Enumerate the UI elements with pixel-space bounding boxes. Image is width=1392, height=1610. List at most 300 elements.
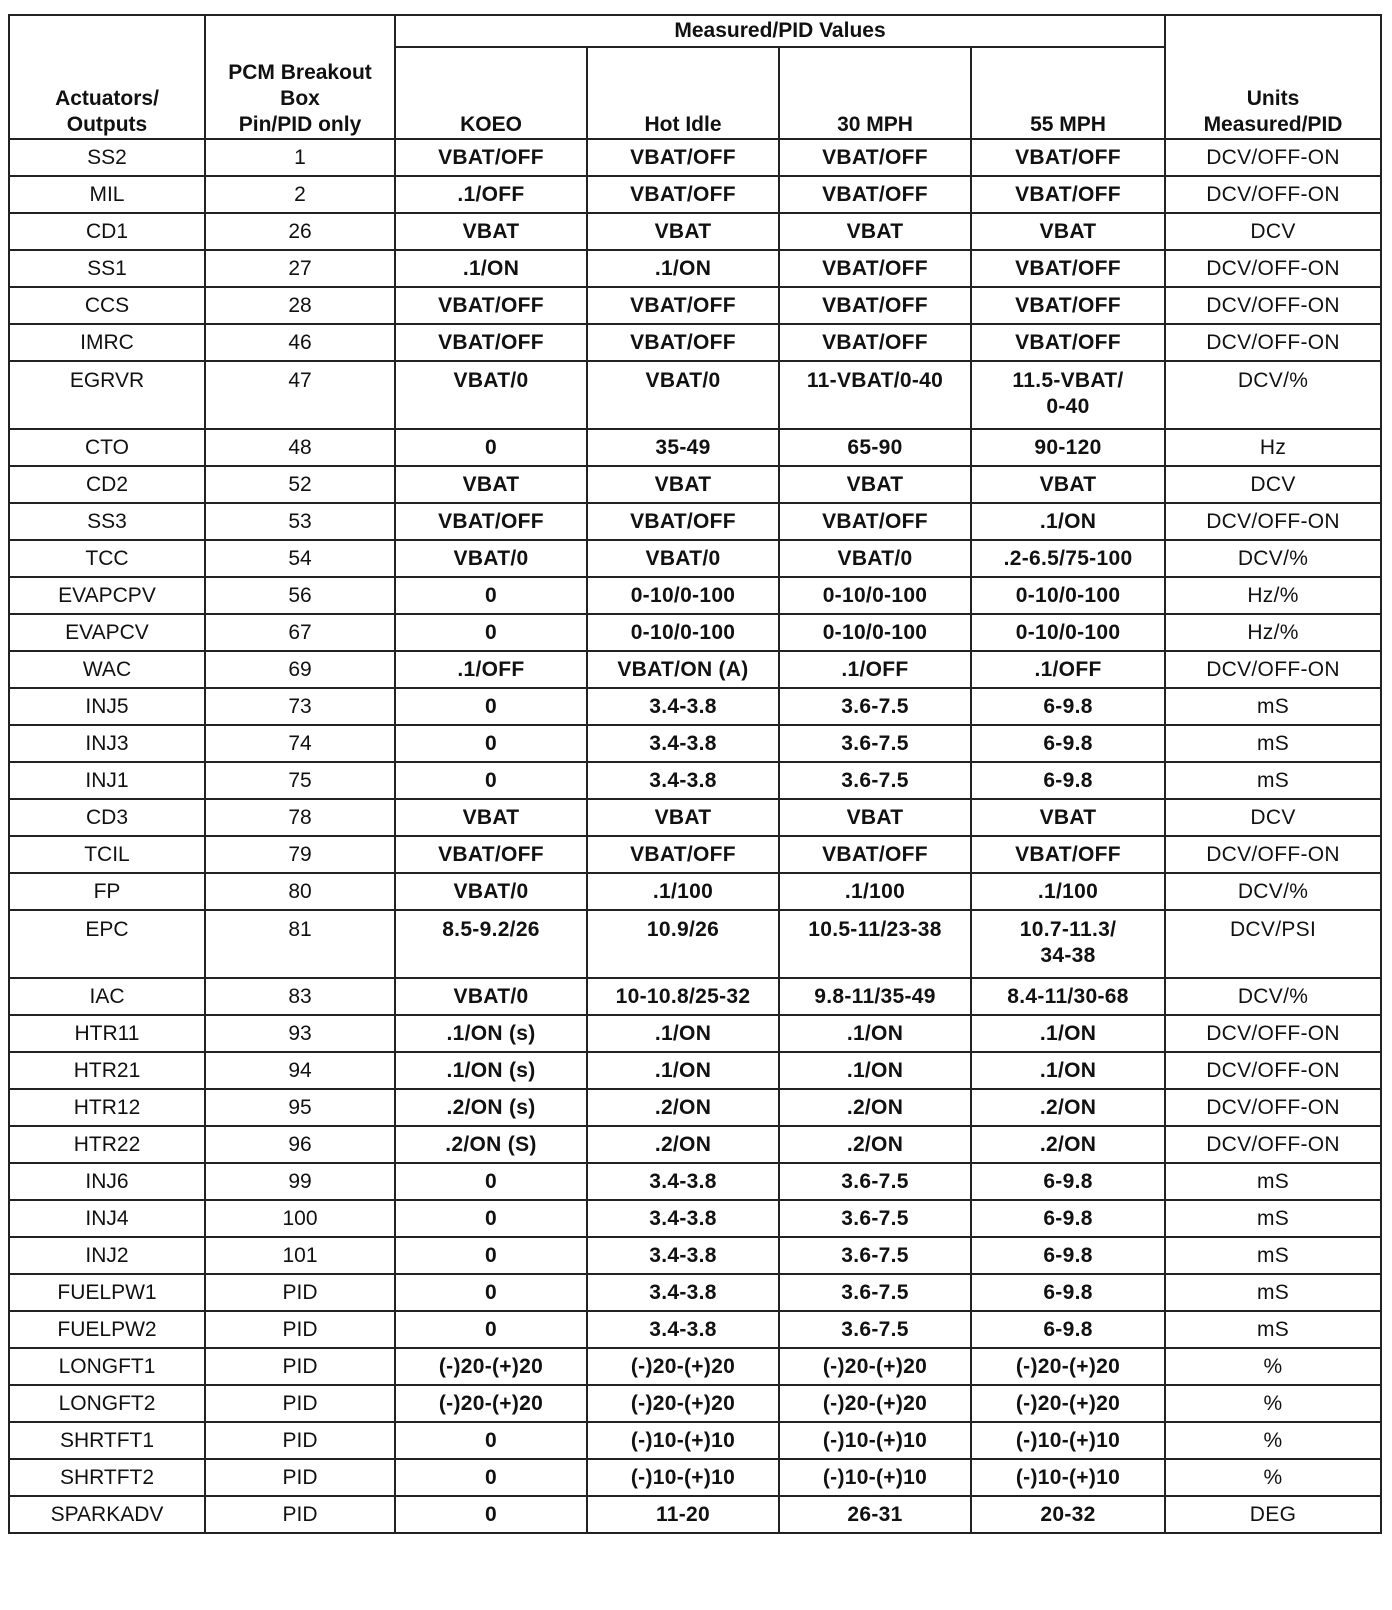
cell-koeo: VBAT: [395, 466, 587, 503]
cell-pin: PID: [205, 1459, 395, 1496]
cell-30mph: 11-VBAT/0-40: [779, 361, 971, 429]
table-row: [9, 250, 1381, 287]
cell-koeo: 0: [395, 429, 587, 466]
cell-units: mS: [1165, 725, 1381, 762]
cell-30mph: 3.6-7.5: [779, 1274, 971, 1311]
cell-pin: 81: [205, 910, 395, 978]
cell-units: DCV/OFF-ON: [1165, 1126, 1381, 1163]
cell-hot-idle: 3.4-3.8: [587, 688, 779, 725]
cell-pin: 100: [205, 1200, 395, 1237]
cell-units: DCV/OFF-ON: [1165, 287, 1381, 324]
cell-pin: 69: [205, 651, 395, 688]
cell-hot-idle: 3.4-3.8: [587, 725, 779, 762]
cell-30mph: 3.6-7.5: [779, 1163, 971, 1200]
cell-55mph: 0-10/0-100: [971, 614, 1165, 651]
cell-hot-idle: .1/100: [587, 873, 779, 910]
cell-30mph: .2/ON: [779, 1089, 971, 1126]
table-row: [9, 1089, 1381, 1126]
cell-units: DCV/%: [1165, 361, 1381, 429]
cell-units: %: [1165, 1459, 1381, 1496]
cell-55mph: .2/ON: [971, 1089, 1165, 1126]
cell-55mph: 6-9.8: [971, 688, 1165, 725]
cell-30mph: VBAT/OFF: [779, 139, 971, 176]
cell-hot-idle: VBAT/OFF: [587, 176, 779, 213]
table-row: [9, 540, 1381, 577]
cell-pin: PID: [205, 1274, 395, 1311]
cell-pin: PID: [205, 1348, 395, 1385]
cell-30mph: VBAT/OFF: [779, 176, 971, 213]
cell-30mph: VBAT: [779, 213, 971, 250]
cell-pin: 75: [205, 762, 395, 799]
cell-30mph: VBAT/OFF: [779, 250, 971, 287]
cell-55mph: 6-9.8: [971, 1311, 1165, 1348]
table-row: [9, 361, 1381, 429]
cell-koeo: 0: [395, 1496, 587, 1533]
cell-30mph: 3.6-7.5: [779, 1237, 971, 1274]
table-row: [9, 1274, 1381, 1311]
cell-55mph: .1/ON: [971, 1052, 1165, 1089]
cell-30mph: 3.6-7.5: [779, 1200, 971, 1237]
cell-pin: 52: [205, 466, 395, 503]
header-actuators: [9, 15, 205, 139]
cell-hot-idle: 10.9/26: [587, 910, 779, 978]
cell-koeo: .2/ON (S): [395, 1126, 587, 1163]
cell-hot-idle: (-)10-(+)10: [587, 1422, 779, 1459]
cell-30mph: 3.6-7.5: [779, 1311, 971, 1348]
table-row: [9, 799, 1381, 836]
cell-actuator: IMRC: [9, 324, 205, 361]
cell-pin: 93: [205, 1015, 395, 1052]
cell-pin: PID: [205, 1311, 395, 1348]
cell-hot-idle: VBAT: [587, 213, 779, 250]
cell-hot-idle: 35-49: [587, 429, 779, 466]
cell-units: DCV/OFF-ON: [1165, 250, 1381, 287]
table-row: [9, 577, 1381, 614]
table-row: [9, 688, 1381, 725]
cell-actuator: INJ3: [9, 725, 205, 762]
cell-pin: 80: [205, 873, 395, 910]
table-row: [9, 1015, 1381, 1052]
cell-actuator: SPARKADV: [9, 1496, 205, 1533]
cell-units: mS: [1165, 1163, 1381, 1200]
cell-actuator: INJ6: [9, 1163, 205, 1200]
cell-actuator: MIL: [9, 176, 205, 213]
header-pin-line-1: PCM Breakout: [228, 61, 372, 84]
cell-30mph: (-)20-(+)20: [779, 1385, 971, 1422]
cell-55mph: (-)10-(+)10: [971, 1459, 1165, 1496]
cell-pin: 1: [205, 139, 395, 176]
cell-units: Hz: [1165, 429, 1381, 466]
cell-hot-idle: VBAT/OFF: [587, 836, 779, 873]
cell-55mph: VBAT: [971, 466, 1165, 503]
pid-table-container: [8, 14, 1380, 1534]
header-units-line-2: Measured/PID: [1203, 113, 1343, 136]
cell-units: DCV/OFF-ON: [1165, 176, 1381, 213]
table-row: [9, 139, 1381, 176]
table-row: [9, 324, 1381, 361]
cell-units: DCV/OFF-ON: [1165, 1015, 1381, 1052]
header-actuators-line-2: Outputs: [66, 113, 148, 136]
cell-koeo: 0: [395, 762, 587, 799]
table-row: [9, 503, 1381, 540]
cell-koeo: .1/OFF: [395, 651, 587, 688]
cell-55mph: .2/ON: [971, 1126, 1165, 1163]
header-30mph: 30 MPH: [779, 47, 971, 139]
cell-55mph: .1/ON: [971, 503, 1165, 540]
table-row: [9, 1311, 1381, 1348]
cell-pin: 56: [205, 577, 395, 614]
cell-actuator: FP: [9, 873, 205, 910]
cell-pin: 67: [205, 614, 395, 651]
cell-actuator: SHRTFT2: [9, 1459, 205, 1496]
cell-55mph: 6-9.8: [971, 1237, 1165, 1274]
cell-hot-idle: VBAT/0: [587, 361, 779, 429]
cell-units: Hz/%: [1165, 577, 1381, 614]
cell-koeo: VBAT/0: [395, 361, 587, 429]
cell-actuator: EPC: [9, 910, 205, 978]
cell-actuator: SS1: [9, 250, 205, 287]
cell-koeo: 0: [395, 614, 587, 651]
table-row: [9, 1496, 1381, 1533]
cell-units: mS: [1165, 1311, 1381, 1348]
cell-pin: 78: [205, 799, 395, 836]
cell-pin: 94: [205, 1052, 395, 1089]
cell-units: %: [1165, 1422, 1381, 1459]
header-55mph: 55 MPH: [971, 47, 1165, 139]
cell-55mph: (-)20-(+)20: [971, 1385, 1165, 1422]
cell-55mph: VBAT/OFF: [971, 287, 1165, 324]
table-row: [9, 725, 1381, 762]
cell-30mph: .1/ON: [779, 1015, 971, 1052]
cell-55mph: VBAT: [971, 799, 1165, 836]
cell-pin: 2: [205, 176, 395, 213]
cell-koeo: 0: [395, 1200, 587, 1237]
cell-55mph: 90-120: [971, 429, 1165, 466]
cell-hot-idle: 3.4-3.8: [587, 1237, 779, 1274]
cell-30mph: .1/OFF: [779, 651, 971, 688]
cell-actuator: TCIL: [9, 836, 205, 873]
cell-units: mS: [1165, 688, 1381, 725]
cell-55mph: 11.5-VBAT/ 0-40: [971, 361, 1165, 429]
cell-hot-idle: 0-10/0-100: [587, 577, 779, 614]
cell-pin: 96: [205, 1126, 395, 1163]
table-row: [9, 873, 1381, 910]
cell-hot-idle: 3.4-3.8: [587, 1200, 779, 1237]
cell-pin: 99: [205, 1163, 395, 1200]
header-units: [1165, 15, 1381, 139]
header-hot-idle: Hot Idle: [587, 47, 779, 139]
cell-units: DEG: [1165, 1496, 1381, 1533]
cell-koeo: 0: [395, 577, 587, 614]
table-row: [9, 429, 1381, 466]
cell-hot-idle: 3.4-3.8: [587, 1163, 779, 1200]
cell-actuator: WAC: [9, 651, 205, 688]
cell-55mph: 10.7-11.3/ 34-38: [971, 910, 1165, 978]
cell-hot-idle: 3.4-3.8: [587, 1274, 779, 1311]
header-actuators-line-1: Actuators/: [55, 87, 159, 110]
cell-pin: 28: [205, 287, 395, 324]
cell-pin: 53: [205, 503, 395, 540]
cell-30mph: VBAT/OFF: [779, 324, 971, 361]
table-row: [9, 466, 1381, 503]
cell-koeo: 0: [395, 1459, 587, 1496]
cell-units: %: [1165, 1385, 1381, 1422]
cell-30mph: (-)10-(+)10: [779, 1459, 971, 1496]
cell-units: DCV/OFF-ON: [1165, 1089, 1381, 1126]
cell-actuator: EVAPCPV: [9, 577, 205, 614]
cell-pin: 73: [205, 688, 395, 725]
cell-units: %: [1165, 1348, 1381, 1385]
table-row: [9, 762, 1381, 799]
cell-actuator: SS2: [9, 139, 205, 176]
cell-pin: 46: [205, 324, 395, 361]
cell-units: mS: [1165, 1200, 1381, 1237]
cell-55mph: 6-9.8: [971, 1274, 1165, 1311]
cell-55mph: 6-9.8: [971, 1200, 1165, 1237]
table-row: [9, 1385, 1381, 1422]
table-row: [9, 1126, 1381, 1163]
table-row: [9, 836, 1381, 873]
cell-koeo: VBAT: [395, 213, 587, 250]
cell-actuator: FUELPW2: [9, 1311, 205, 1348]
cell-55mph: 8.4-11/30-68: [971, 978, 1165, 1015]
cell-koeo: 0: [395, 725, 587, 762]
cell-55mph: (-)20-(+)20: [971, 1348, 1165, 1385]
table-header: [9, 15, 1381, 139]
header-pin-line-3: Pin/PID only: [238, 113, 362, 136]
cell-30mph: 3.6-7.5: [779, 725, 971, 762]
cell-hot-idle: VBAT: [587, 466, 779, 503]
cell-koeo: .1/ON (s): [395, 1052, 587, 1089]
cell-pin: PID: [205, 1422, 395, 1459]
cell-hot-idle: (-)10-(+)10: [587, 1459, 779, 1496]
cell-hot-idle: VBAT/OFF: [587, 139, 779, 176]
cell-55mph: VBAT/OFF: [971, 176, 1165, 213]
cell-actuator: IAC: [9, 978, 205, 1015]
cell-55mph: 6-9.8: [971, 1163, 1165, 1200]
header-units-line-1: Units: [1246, 87, 1300, 110]
cell-units: mS: [1165, 1274, 1381, 1311]
table-row: [9, 614, 1381, 651]
cell-units: Hz/%: [1165, 614, 1381, 651]
cell-30mph: .2/ON: [779, 1126, 971, 1163]
cell-hot-idle: VBAT/0: [587, 540, 779, 577]
cell-koeo: .1/ON (s): [395, 1015, 587, 1052]
cell-55mph: VBAT/OFF: [971, 324, 1165, 361]
cell-30mph: .1/ON: [779, 1052, 971, 1089]
cell-hot-idle: 11-20: [587, 1496, 779, 1533]
cell-actuator: INJ5: [9, 688, 205, 725]
table-row: [9, 1348, 1381, 1385]
cell-55mph: 6-9.8: [971, 762, 1165, 799]
cell-30mph: 3.6-7.5: [779, 762, 971, 799]
cell-30mph: 3.6-7.5: [779, 688, 971, 725]
cell-koeo: (-)20-(+)20: [395, 1348, 587, 1385]
cell-koeo: VBAT/OFF: [395, 503, 587, 540]
cell-actuator: CCS: [9, 287, 205, 324]
cell-55mph: VBAT/OFF: [971, 139, 1165, 176]
cell-koeo: 0: [395, 1274, 587, 1311]
cell-55mph: VBAT/OFF: [971, 250, 1165, 287]
cell-actuator: LONGFT2: [9, 1385, 205, 1422]
cell-hot-idle: VBAT: [587, 799, 779, 836]
pid-values-table: [8, 14, 1382, 1534]
cell-pin: 79: [205, 836, 395, 873]
cell-30mph: (-)20-(+)20: [779, 1348, 971, 1385]
cell-units: DCV: [1165, 213, 1381, 250]
cell-actuator: HTR22: [9, 1126, 205, 1163]
cell-units: DCV/%: [1165, 873, 1381, 910]
cell-actuator: HTR12: [9, 1089, 205, 1126]
cell-actuator: INJ4: [9, 1200, 205, 1237]
cell-units: DCV/OFF-ON: [1165, 503, 1381, 540]
cell-55mph: 0-10/0-100: [971, 577, 1165, 614]
cell-hot-idle: VBAT/OFF: [587, 503, 779, 540]
cell-koeo: 0: [395, 688, 587, 725]
cell-55mph: (-)10-(+)10: [971, 1422, 1165, 1459]
cell-units: mS: [1165, 762, 1381, 799]
table-row: [9, 1237, 1381, 1274]
cell-koeo: 0: [395, 1422, 587, 1459]
cell-hot-idle: (-)20-(+)20: [587, 1348, 779, 1385]
cell-hot-idle: .1/ON: [587, 1052, 779, 1089]
cell-koeo: .2/ON (s): [395, 1089, 587, 1126]
cell-actuator: INJ2: [9, 1237, 205, 1274]
cell-koeo: 0: [395, 1311, 587, 1348]
table-row: [9, 287, 1381, 324]
table-row: [9, 1163, 1381, 1200]
cell-actuator: SHRTFT1: [9, 1422, 205, 1459]
cell-actuator: CD3: [9, 799, 205, 836]
cell-55mph: .1/ON: [971, 1015, 1165, 1052]
cell-actuator: FUELPW1: [9, 1274, 205, 1311]
cell-55mph: .1/100: [971, 873, 1165, 910]
cell-units: DCV/%: [1165, 978, 1381, 1015]
header-measured-group: Measured/PID Values: [395, 15, 1165, 47]
table-row: [9, 213, 1381, 250]
cell-pin: 74: [205, 725, 395, 762]
cell-pin: PID: [205, 1496, 395, 1533]
header-koeo: KOEO: [395, 47, 587, 139]
cell-actuator: CD2: [9, 466, 205, 503]
cell-55mph: 6-9.8: [971, 725, 1165, 762]
cell-30mph: (-)10-(+)10: [779, 1422, 971, 1459]
cell-actuator: INJ1: [9, 762, 205, 799]
header-pin-line-2: Box: [280, 87, 320, 110]
cell-units: DCV/PSI: [1165, 910, 1381, 978]
cell-pin: 47: [205, 361, 395, 429]
cell-koeo: VBAT/OFF: [395, 836, 587, 873]
cell-55mph: .1/OFF: [971, 651, 1165, 688]
cell-pin: 101: [205, 1237, 395, 1274]
cell-30mph: VBAT: [779, 799, 971, 836]
table-row: [9, 1052, 1381, 1089]
table-row: [9, 651, 1381, 688]
cell-units: DCV/%: [1165, 540, 1381, 577]
cell-30mph: 65-90: [779, 429, 971, 466]
cell-koeo: VBAT/OFF: [395, 287, 587, 324]
cell-koeo: 0: [395, 1237, 587, 1274]
cell-30mph: VBAT/OFF: [779, 287, 971, 324]
cell-units: DCV: [1165, 799, 1381, 836]
cell-koeo: VBAT/OFF: [395, 139, 587, 176]
cell-hot-idle: .1/ON: [587, 1015, 779, 1052]
cell-actuator: SS3: [9, 503, 205, 540]
cell-units: mS: [1165, 1237, 1381, 1274]
cell-koeo: VBAT/0: [395, 540, 587, 577]
cell-koeo: (-)20-(+)20: [395, 1385, 587, 1422]
cell-koeo: .1/ON: [395, 250, 587, 287]
cell-30mph: VBAT: [779, 466, 971, 503]
cell-units: DCV/OFF-ON: [1165, 1052, 1381, 1089]
cell-55mph: 20-32: [971, 1496, 1165, 1533]
cell-hot-idle: VBAT/OFF: [587, 324, 779, 361]
cell-hot-idle: 0-10/0-100: [587, 614, 779, 651]
cell-pin: 48: [205, 429, 395, 466]
cell-hot-idle: 10-10.8/25-32: [587, 978, 779, 1015]
table-row: [9, 176, 1381, 213]
cell-actuator: TCC: [9, 540, 205, 577]
cell-koeo: 8.5-9.2/26: [395, 910, 587, 978]
cell-actuator: EGRVR: [9, 361, 205, 429]
cell-units: DCV/OFF-ON: [1165, 139, 1381, 176]
cell-units: DCV/OFF-ON: [1165, 324, 1381, 361]
cell-30mph: VBAT/OFF: [779, 503, 971, 540]
table-row: [9, 1459, 1381, 1496]
cell-actuator: EVAPCV: [9, 614, 205, 651]
cell-pin: PID: [205, 1385, 395, 1422]
cell-55mph: VBAT: [971, 213, 1165, 250]
cell-pin: 54: [205, 540, 395, 577]
cell-hot-idle: 3.4-3.8: [587, 762, 779, 799]
cell-hot-idle: 3.4-3.8: [587, 1311, 779, 1348]
table-row: [9, 978, 1381, 1015]
cell-actuator: CD1: [9, 213, 205, 250]
table-row: [9, 910, 1381, 978]
cell-hot-idle: VBAT/OFF: [587, 287, 779, 324]
cell-units: DCV: [1165, 466, 1381, 503]
header-pin: [205, 15, 395, 139]
header-row-1: [9, 15, 1381, 47]
cell-hot-idle: .1/ON: [587, 250, 779, 287]
cell-pin: 83: [205, 978, 395, 1015]
cell-koeo: VBAT: [395, 799, 587, 836]
cell-30mph: 0-10/0-100: [779, 577, 971, 614]
table-body: [9, 139, 1381, 1533]
table-row: [9, 1200, 1381, 1237]
cell-30mph: VBAT/OFF: [779, 836, 971, 873]
cell-actuator: HTR11: [9, 1015, 205, 1052]
cell-30mph: 9.8-11/35-49: [779, 978, 971, 1015]
cell-30mph: 0-10/0-100: [779, 614, 971, 651]
cell-hot-idle: .2/ON: [587, 1089, 779, 1126]
cell-pin: 95: [205, 1089, 395, 1126]
cell-actuator: LONGFT1: [9, 1348, 205, 1385]
cell-pin: 26: [205, 213, 395, 250]
cell-30mph: 26-31: [779, 1496, 971, 1533]
cell-koeo: VBAT/0: [395, 873, 587, 910]
cell-55mph: .2-6.5/75-100: [971, 540, 1165, 577]
cell-hot-idle: .2/ON: [587, 1126, 779, 1163]
cell-koeo: .1/OFF: [395, 176, 587, 213]
cell-30mph: 10.5-11/23-38: [779, 910, 971, 978]
cell-koeo: VBAT/OFF: [395, 324, 587, 361]
cell-hot-idle: (-)20-(+)20: [587, 1385, 779, 1422]
cell-actuator: HTR21: [9, 1052, 205, 1089]
cell-hot-idle: VBAT/ON (A): [587, 651, 779, 688]
cell-actuator: CTO: [9, 429, 205, 466]
table-row: [9, 1422, 1381, 1459]
